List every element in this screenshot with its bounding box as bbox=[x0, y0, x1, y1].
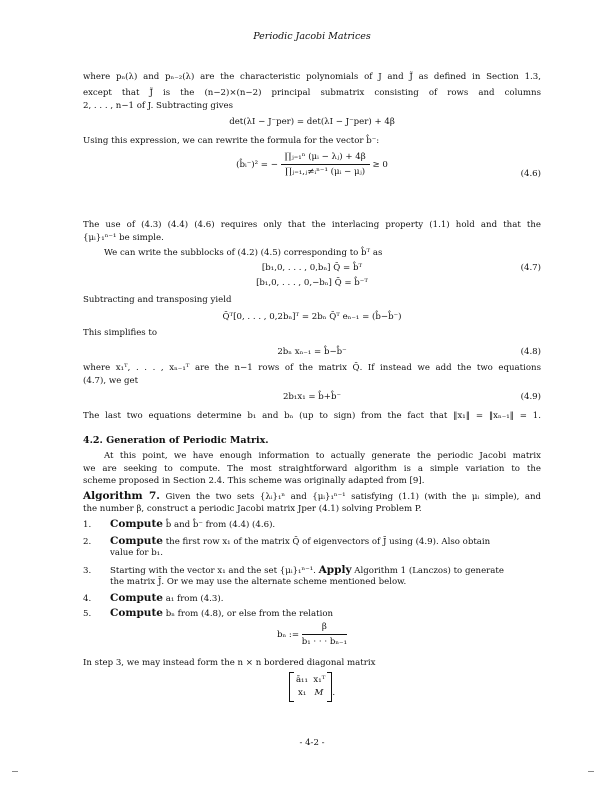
step-4 bbox=[83, 593, 541, 605]
algorithm-line: the number β, construct a periodic Jacobi matrix Jper (4.1) solving Problem P. bbox=[83, 504, 422, 514]
step-2 bbox=[83, 536, 541, 548]
matrix-entry: x₁ᵀ bbox=[313, 675, 326, 685]
eq46-rhs: ≥ 0 bbox=[372, 160, 388, 170]
eq46-fraction bbox=[281, 152, 370, 177]
matrix-entry: ā₁₁ bbox=[295, 675, 308, 685]
section-heading: 4.2. Generation of Periodic Matrix. bbox=[83, 435, 269, 446]
paragraph-line: Using this expression, we can rewrite the formula for the vector b̂⁻: bbox=[83, 136, 380, 146]
step-number: 4. bbox=[83, 594, 92, 604]
equation-label: (4.8) bbox=[520, 347, 541, 357]
step-text: bₙ from (4.8), or else from the relation bbox=[162, 609, 334, 619]
algorithm-line bbox=[83, 491, 541, 503]
step-number: 2. bbox=[83, 537, 92, 547]
page-number: - 4-2 - bbox=[299, 738, 325, 748]
equation-4-9: 2b₁x₁ = b̂+b̂⁻ bbox=[282, 392, 342, 402]
step-3-cont: the matrix J̄. Or we may use the alternate scheme mentioned below. bbox=[110, 577, 407, 587]
step-5 bbox=[83, 608, 541, 620]
paragraph-line: 2, . . . , n−1 of J. Subtracting gives bbox=[83, 101, 234, 111]
paragraph-line: In step 3, we may instead form the n × n bordered diagonal matrix bbox=[83, 658, 376, 668]
eq46-lhs: (b̂ᵢ⁻)² = − bbox=[236, 160, 278, 170]
paragraph-line: where pₙ(λ) and pₙ₋₂(λ) are the characteristic polynomials of J and J̃ as defined in Section 1.3, bbox=[83, 72, 541, 82]
paragraph-line: (4.7), we get bbox=[83, 376, 139, 386]
step-text: a₁ from (4.3). bbox=[162, 594, 224, 604]
eq46-numerator: ∏ⱼ₌₁ⁿ (μᵢ − λⱼ) + 4β bbox=[281, 152, 370, 165]
step-text: the first row x₁ of the matrix Q̄ of eigenvectors of J̄ using (4.9). Also obtain bbox=[162, 537, 491, 547]
step-3 bbox=[83, 565, 541, 577]
paragraph-line: we are seeking to compute. The most straightforward algorithm is a simple variation to the bbox=[83, 464, 541, 474]
eq-bn-denominator: b₁ · · · bₙ₋₁ bbox=[301, 637, 348, 647]
matrix-brackets bbox=[289, 672, 332, 702]
equation-4-7a: [b₁,0, . . . , 0,bₙ] Q̄ = b̂ᵀ bbox=[261, 263, 363, 273]
algorithm-text: Given the two sets {λᵢ}₁ⁿ and {μᵢ}₁ⁿ⁻¹ satisfying (1.1) (with the μᵢ simple), and bbox=[165, 492, 542, 502]
matrix-entry: M bbox=[314, 688, 324, 698]
eq46-denominator: ∏ⱼ₌₁,ⱼ≠ᵢⁿ⁻¹ (μᵢ − μⱼ) bbox=[285, 167, 366, 177]
matrix-entry: x₁ bbox=[297, 688, 307, 698]
algorithm-label: Algorithm 7. bbox=[83, 490, 160, 502]
equation-subtract: Q̄ᵀ[0, . . . , 0,2bₙ]ᵀ = 2bₙ Q̄ᵀ eₙ₋₁ = (b̂−b̂⁻) bbox=[222, 312, 402, 322]
step-text: Algorithm 1 (Lanczos) to generate bbox=[351, 566, 504, 576]
step-number: 1. bbox=[83, 520, 92, 530]
scan-mark bbox=[12, 771, 18, 772]
equation-bn bbox=[83, 622, 541, 647]
eq-bn-fraction bbox=[302, 622, 347, 647]
paragraph-line: scheme proposed in Section 2.4. This scheme was originally adapted from [9]. bbox=[83, 476, 425, 486]
equation-label: (4.6) bbox=[520, 169, 541, 179]
paragraph-line: This simplifies to bbox=[83, 328, 158, 338]
eq-bn-lhs: bₙ := bbox=[276, 630, 300, 640]
bordered-matrix bbox=[83, 672, 541, 702]
scan-mark bbox=[588, 771, 594, 772]
step-keyword: Compute bbox=[110, 535, 163, 547]
step-number: 5. bbox=[83, 609, 92, 619]
eq-bn-numerator: β bbox=[302, 622, 347, 635]
paragraph-line: The last two equations determine b₁ and bₙ (up to sign) from the fact that ‖x₁‖ = ‖xₙ₋₁‖ = 1. bbox=[83, 411, 541, 421]
step-keyword: Apply bbox=[318, 564, 352, 576]
step-keyword: Compute bbox=[110, 592, 163, 604]
paragraph-line: At this point, we have enough information to actually generate the periodic Jacobi matrix bbox=[104, 451, 541, 461]
paragraph-line: The use of (4.3) (4.4) (4.6) requires only that the interlacing property (1.1) hold and that the bbox=[83, 220, 541, 230]
paragraph-line: {μᵢ}₁ⁿ⁻¹ be simple. bbox=[83, 233, 164, 243]
equation-4-8: 2bₙ xₙ₋₁ = b̂−b̂⁻ bbox=[277, 347, 347, 357]
equation-label: (4.7) bbox=[520, 263, 541, 273]
matrix-punctuation: . bbox=[332, 688, 336, 698]
equation-4-7b: [b₁,0, . . . , 0,−bₙ] Q̄ = b̂⁻ᵀ bbox=[256, 278, 368, 288]
step-text: Starting with the vector x₁ and the set {μᵢ}₁ⁿ⁻¹. bbox=[110, 566, 316, 576]
step-keyword: Compute bbox=[110, 518, 163, 530]
step-keyword: Compute bbox=[110, 607, 163, 619]
paragraph-line: where x₁ᵀ, . . . , xₙ₋₁ᵀ are the n−1 rows of the matrix Q̄. If instead we add the two equations bbox=[83, 363, 541, 373]
paragraph-line: Subtracting and transposing yield bbox=[83, 295, 232, 305]
equation-det: det(λI − J⁻per) = det(λI − J⁻per) + 4β bbox=[229, 117, 395, 127]
step-number: 3. bbox=[83, 566, 92, 576]
step-2-cont: value for b₁. bbox=[110, 548, 163, 558]
equation-label: (4.9) bbox=[520, 392, 541, 402]
paragraph-line: except that J̃ is the (n−2)×(n−2) principal submatrix consisting of rows and columns bbox=[83, 88, 541, 98]
step-1 bbox=[83, 519, 541, 531]
running-header: Periodic Jacobi Matrices bbox=[253, 31, 371, 42]
step-text: b̂ and b̂⁻ from (4.4) (4.6). bbox=[162, 520, 276, 530]
paragraph-line: We can write the subblocks of (4.2) (4.5) corresponding to b̂ᵀ as bbox=[104, 248, 383, 258]
equation-4-6 bbox=[83, 152, 541, 196]
